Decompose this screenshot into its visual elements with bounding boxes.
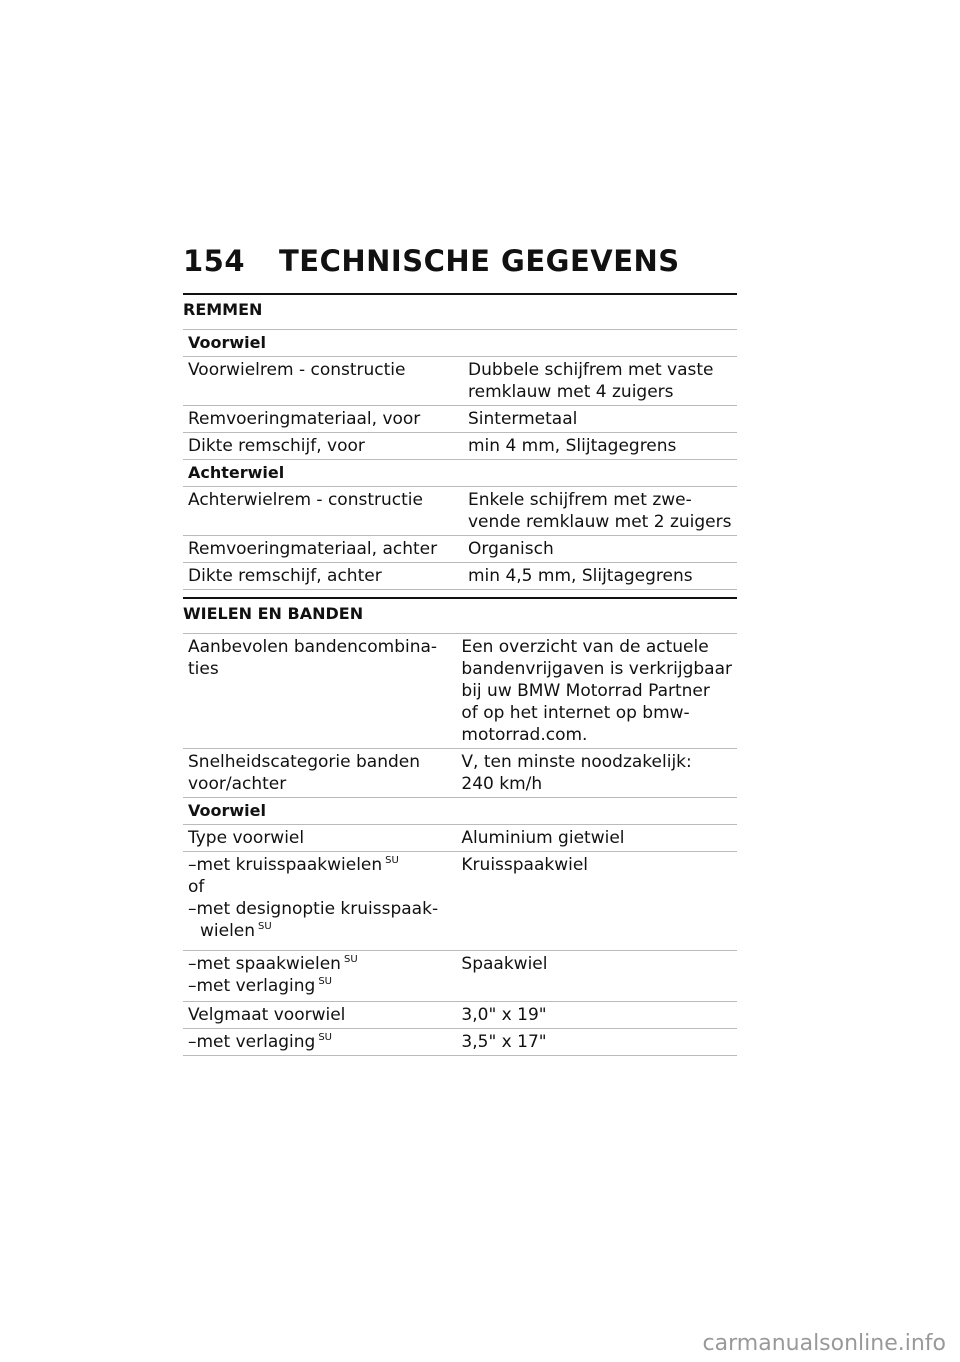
row-label (183, 749, 454, 798)
brakes-table (183, 330, 737, 590)
row-label: Velgmaat voorwiel (183, 1002, 454, 1029)
brakes-section (183, 293, 737, 590)
label-text: –met verlaging (188, 976, 316, 996)
row-value: Sintermetaal (461, 406, 737, 433)
row-label: Voorwielrem - constructie (183, 357, 461, 406)
row-value: 3,5" x 17" (454, 1029, 737, 1056)
row-value (461, 357, 737, 406)
label-line: of (188, 877, 205, 897)
row-value: 3,0" x 19" (454, 1002, 737, 1029)
row-value: Aluminium gietwiel (454, 825, 737, 852)
label-text: –met verlaging (188, 1032, 316, 1052)
row-value (461, 487, 737, 536)
value-line: 240 km/h (461, 774, 543, 794)
label-line: Aanbevolen bandencombina- (188, 637, 438, 657)
row-label: Dikte remschijf, voor (183, 433, 461, 460)
page-number: 154 (183, 244, 246, 278)
table-row (183, 563, 737, 590)
row-value: Organisch (461, 536, 737, 563)
row-label (183, 951, 454, 1002)
row-label: Achterwielrem - constructie (183, 487, 461, 536)
table-row (183, 634, 737, 749)
row-label (183, 852, 454, 951)
option-superscript: SU (385, 855, 399, 866)
row-value: Spaakwiel (454, 951, 737, 1002)
row-value: min 4,5 mm, Slijtagegrens (461, 563, 737, 590)
wheels-section (183, 597, 737, 1056)
table-row (183, 357, 737, 406)
table-row (183, 1002, 737, 1029)
value-line: Dubbele schijfrem met vaste (468, 360, 714, 380)
value-line: V, ten minste noodzakelijk: (461, 752, 692, 772)
watermark: carmanualsonline.info (702, 1331, 946, 1356)
value-line: Enkele schijfrem met zwe- (468, 490, 692, 510)
value-line: Een overzicht van de actuele (461, 637, 709, 657)
row-value (454, 634, 737, 749)
wheels-table (183, 634, 737, 1056)
row-label (183, 1029, 454, 1056)
table-row (183, 330, 737, 357)
table-row (183, 1029, 737, 1056)
row-label: Type voorwiel (183, 825, 454, 852)
row-value: min 4 mm, Slijtagegrens (461, 433, 737, 460)
option-superscript: SU (318, 976, 332, 987)
option-superscript: SU (258, 921, 272, 932)
front-wheel-heading: Voorwiel (183, 798, 737, 825)
row-value (454, 749, 737, 798)
row-value: Kruisspaakwiel (454, 852, 737, 951)
label-line (188, 920, 449, 942)
table-row (183, 487, 737, 536)
option-superscript: SU (318, 1032, 332, 1043)
table-row (183, 951, 737, 1002)
table-row (183, 825, 737, 852)
table-row (183, 460, 737, 487)
label-line: ties (188, 659, 219, 679)
table-row (183, 536, 737, 563)
value-line: motorrad.com. (461, 725, 588, 745)
label-line (188, 953, 449, 975)
label-text: –met kruisspaakwielen (188, 855, 383, 875)
value-line: remklauw met 4 zuigers (468, 382, 674, 402)
page-header (183, 244, 680, 278)
row-label: Dikte remschijf, achter (183, 563, 461, 590)
value-line: of op het internet op bmw- (461, 703, 690, 723)
table-row (183, 798, 737, 825)
label-line (188, 854, 449, 876)
row-label (183, 634, 454, 749)
option-superscript: SU (343, 954, 358, 965)
wheels-title: WIELEN EN BANDEN (183, 597, 737, 634)
table-row (183, 749, 737, 798)
table-row (183, 406, 737, 433)
page-title: TECHNISCHE GEGEVENS (279, 244, 680, 278)
label-line (188, 975, 449, 997)
value-line: bandenvrijgaven is verkrijgbaar (461, 659, 732, 679)
row-label: Remvoeringmateriaal, voor (183, 406, 461, 433)
value-line: vende remklauw met 2 zuigers (468, 512, 732, 532)
row-label: Remvoeringmateriaal, achter (183, 536, 461, 563)
label-text: wielen (200, 921, 256, 941)
table-row (183, 433, 737, 460)
rear-heading: Achterwiel (183, 460, 737, 487)
brakes-title: REMMEN (183, 293, 737, 330)
label-line: Snelheidscategorie banden (188, 752, 421, 772)
value-line: bij uw BMW Motorrad Partner (461, 681, 710, 701)
label-text: –met spaakwielen (188, 954, 341, 974)
label-line: –met designoptie kruisspaak- (188, 899, 439, 919)
table-row (183, 852, 737, 951)
front-heading: Voorwiel (183, 330, 737, 357)
label-line: voor/achter (188, 774, 287, 794)
